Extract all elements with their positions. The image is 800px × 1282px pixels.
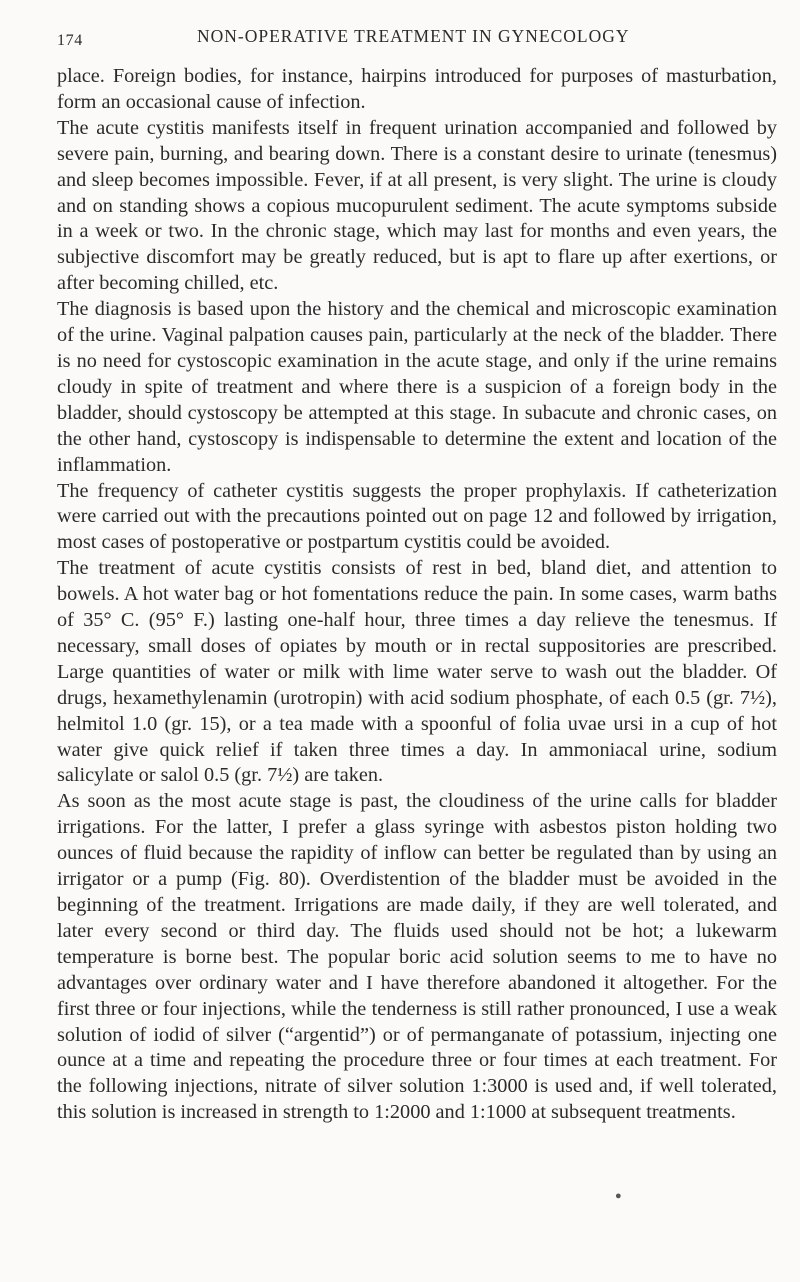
ink-speck: ● — [615, 1190, 622, 1202]
running-head: NON-OPERATIVE TREATMENT IN GYNECOLOGY — [197, 26, 630, 46]
body-text — [57, 64, 777, 1126]
paragraph: As soon as the most acute stage is past, the cloudiness of the urine calls for bladder irrigations. For the latter, I prefer a glass syringe with asbestos piston holding two ounces of fluid because the rapidity of inflow can better be regulated than by using an irrigator or a pump (Fig. 80). Overdistention of the bladder must be avoided in the beginning of the treatment. Irrigations are made daily, if they are well tolerated, and later every second or third day. The fluids used should not be hot; a lukewarm temperature is borne best. The popular boric acid solution seems to me to have no advantages over ordinary water and I have therefore abandoned it altogether. For the first three or four injections, while the tenderness is still rather pronounced, I use a weak solution of iodid of silver (“argentid”) or of permanganate of potassium, injecting one ounce at a time and repeating the procedure three or four times at each treatment. For the following injections, nitrate of silver solution 1:3000 is used and, if well tolerated, this solution is increased in strength to 1:2000 and 1:1000 at subsequent treatments. — [57, 790, 777, 1124]
page-header — [57, 26, 777, 52]
paragraph: The frequency of catheter cystitis suggests the proper prophylaxis. If catheterization were carried out with the precautions pointed out on page 12 and followed by irrigation, most cases of postoperative or postpartum cystitis could be avoided. — [57, 479, 777, 554]
page-number: 174 — [57, 32, 83, 49]
paragraph: The diagnosis is based upon the history and the chemical and microscopic examination of the urine. Vaginal palpation causes pain, particularly at the neck of the bladder. There is no need for cystoscopic examination in the acute stage, and only if the urine remains cloudy in spite of treatment and where there is a suspicion of a foreign body in the bladder, should cystoscopy be attempted at this stage. In subacute and chronic cases, on the other hand, cystoscopy is indispensable to determine the extent and location of the inflammation. — [57, 298, 777, 476]
paragraph: The treatment of acute cystitis consists of rest in bed, bland diet, and attention to bowels. A hot water bag or hot fomentations reduce the pain. In some cases, warm baths of 35° C. (95° F.) lasting one-half hour, three times a day relieve the tenesmus. If necessary, small doses of opiates by mouth or in rectal suppositories are prescribed. Large quantities of water or milk with lime water serve to wash out the bladder. Of drugs, hexamethylenamin (urotropin) with acid sodium phosphate, of each 0.5 (gr. 7½), helmitol 1.0 (gr. 15), or a tea made with a spoonful of folia uvae ursi in a cup of hot water give quick relief if taken three times a day. In ammoniacal urine, sodium salicylate or salol 0.5 (gr. 7½) are taken. — [57, 557, 777, 787]
paragraph: The acute cystitis manifests itself in frequent urination accompanied and followed by severe pain, burning, and bearing down. There is a constant desire to urinate (tenesmus) and sleep becomes impossible. Fever, if at all present, is very slight. The urine is cloudy and on standing shows a copious mucopurulent sediment. The acute symptoms subside in a week or two. In the chronic stage, which may last for months and even years, the subjective discomfort may be greatly reduced, but is apt to flare up after exertions, or after becoming chilled, etc. — [57, 116, 777, 295]
paragraph: place. Foreign bodies, for instance, hairpins introduced for purposes of masturbation, form an occasional cause of infection. — [57, 65, 777, 113]
